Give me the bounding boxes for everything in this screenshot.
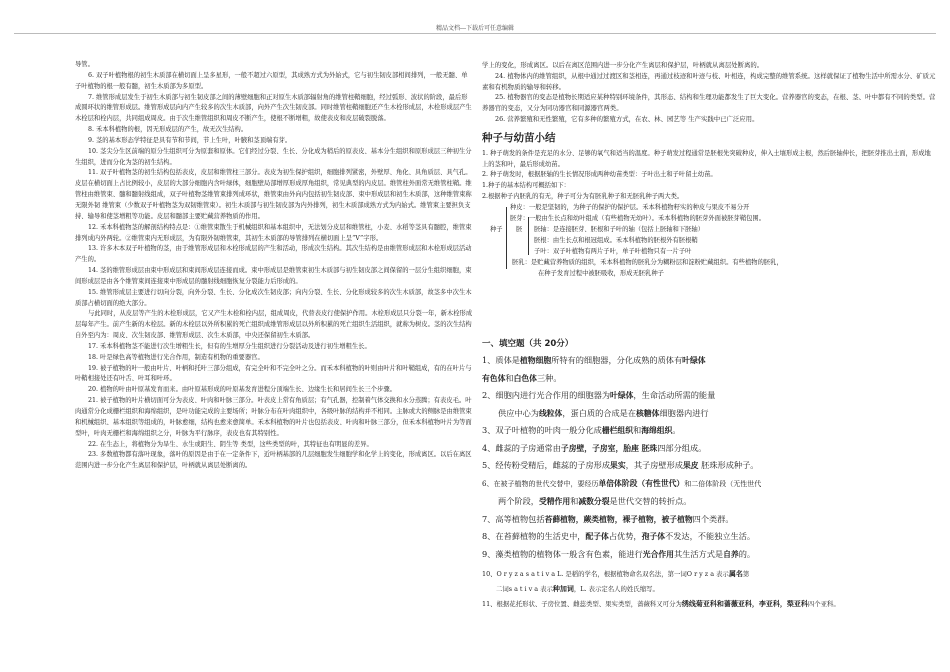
left-column [75,60,473,472]
left-para: 18. 叶是绿色高等植物进行光合作用，制造有机物的重要器官。 [88,353,264,361]
fill-item: 两个阶段，受精作用和减数分裂是世代交替的转折点。 [498,496,692,506]
left-para: 10. 茎尖分生区前端的原分生组织可分为原套和原体。它们经过分裂、生长、分化成为稍后的原表皮、基本分生组织和原形成层三种初生分生组织，进而分化为茎的初生结构。 [75,147,472,166]
fill-item: 1、质体是植物细胞所特有的细胞器，分化成熟的质体有叶绿体 [482,355,706,365]
tree-radicle: 胚根：由生长点和根冠组成。禾本科植物的胚根外有胚根鞘 [534,236,698,244]
left-para: 14. 茎的维管形成层由束中形成层和束间形成层连接而成。束中形成层是维管束初生木质部与初生韧皮部之间保留的一层分生组织细胞，束间形成层是由各个维管束间连接束中形成层的髓射线细胞恢复分裂能力后形成的。 [75,267,472,285]
left-para: 11. 双子叶植物茎的初生结构包括表皮，皮层和维管柱三部分。表皮为初生保护组织，细胞排列紧密，外壁厚、角化、具角质层、具气孔。皮层在横切面上占比例较小，皮层的大部分细胞内含叶绿体，细胞壁局部增厚形成厚角组织，常见典型的内皮层。维管柱外面常无维管柱鞘。维管柱由维管束、髓和髓射线组成，双子叶植物茎维管束排列成环状，维管束由外向内包括初生韧皮部、束中形成层和初生木质部，这种维管束称无限外韧 维管束（少数双子叶植物茎为双韧维管束）。初生木质部与初生韧皮部为内外排列，初生木质部成熟方式为内始式。维管束主要担负支持、输导和使茎增粗等功能。皮层和髓部主要贮藏营养物质的作用。 [75,169,472,220]
header-rule [14,33,936,34]
right-para: 25. 植物器官的变态是植物长期适应某种特别环境条件，其形态、结构和生理功能都发生了巨大变化。营养器官的变态，在根、茎、叶中都有不同的类型。营养器官的变态，又分为同功器官和同源器官两类。 [482,93,936,113]
seed-item: 2. 种子萌发时，根据胚轴的生长情况形成两种幼苗类型：子叶出土和子叶留土幼苗。 [482,171,717,179]
left-para: 21. 被子植物的叶片横切面可分为表皮、叶肉和叶脉三部分。叶表皮上常有角质层；有气孔器，控制着气体交换和水分蒸腾；有表皮毛。叶肉通常分化成栅栏组织和海绵组织，是叶功能完成的主要场所；叶脉分布在叶肉组织中，各级叶脉的结构并不相同。主脉或大的侧脉是由维管束和机械组织、基本组织等组成的，叶脉愈细，结构也愈来愈简单。禾本科植物的叶片也包括表皮、叶肉和叶脉三部分，但禾本科植物叶片为等面型叶，叶肉无栅栏和海绵组织之分，叶脉为平行脉序，表皮也有其特别性。 [75,397,472,437]
fill-section [482,336,937,612]
fill-item: 2、细胞内进行光合作用的细胞器为叶绿体，生命活动所需的能量 [482,390,716,400]
left-para: 8. 禾本科植物的根，因无形成层的产生，故无次生结构。 [88,126,248,134]
left-para: 22. 在生态上，将植物分为旱生、水生或阳生、阴生等 类型，这些类型的叶，其特征也有明显的差异。 [88,440,373,448]
left-para: 20. 植物的叶由叶原基发育而来。由叶原基形成的叶原基发育进程分顶端生长、边缘生长和居间生长三个步骤。 [88,386,396,394]
tree-brace-embryo [528,217,529,255]
fill-item: 9、藻类植物的植物体一般含有色素，能进行光合作用其生活方式是自养的。 [482,548,756,559]
left-para: 15. 维管形成层主要进行切向分裂，向外分裂、生长、分化成次生韧皮部；向内分裂、生长、分化形成较多的次生木质部，故茎多中次生木质部占横切面的绝大部分。 [75,288,472,307]
left-para: 与此同时，从皮层等产生的木栓形成层，它又产生木栓和栓内层，组成周皮，代替表皮行使保护作用。木栓形成层只分裂一年，新木栓形成层每年产生。前产生新的木栓层。新的木栓层以外所积累的死亡组织成维管形成层以外所积累的死亡组织生活组织，就称为树皮。茎的次生结构自外至内为：周皮、次生韧皮部、维管形成层、次生木质部，中央还保留初生木质部。 [75,310,473,340]
fill-item: 供应中心为线粒体，蛋白质的合成是在核糖体细胞器内进行 [498,407,709,418]
fill-item: 7、高等植物包括苔藓植物，蕨类植物，裸子植物，被子植物四个类群。 [482,513,734,524]
fill-items [482,352,937,563]
left-para: 6. 双子叶植物根的初生木质部在横切面上呈多星形，一般不超过六原型，其成熟方式为外始式，它与初生韧皮部相间排列，一般无髓、单子叶植物的根一般有髓，初生木质部为多原型。 [75,71,468,90]
left-para: 19. 被子植物的叶一般由叶片、叶柄和托叶三部分组成，有完全叶和不完全叶之分。而禾本科植物的叶则由叶片和叶鞘组成，有的在叶片与叶鞘相接处还有叶舌、叶耳和叶环。 [75,364,472,383]
left-para: 23. 多数植物都有落叶现象，落叶的原因是由于在一定条件下，近叶柄基部的几层细胞发生细胞学和化学上的变化，形成离区。以后在离区范围内进一步分化产生离层和保护层，叶柄就从离层处断离的。 [75,451,472,470]
fill-item: 8、在苔藓植物的生活史中，配子体占优势，孢子体不发达，不能独立生活。 [482,531,756,541]
note-10: 10、O r y z a s a t i v a L. 是稻的学名，根据植物命名双名法，第一词O r y z a 表示属名第 [482,570,750,578]
right-para: 学上的变化，形成离区。以后在离区范围内进一步分化产生离层和保护层，叶柄就从离层处断离的。 [482,61,764,69]
tree-endosperm-note: 在种子发育过程中被胚吸收，形成无胚乳种子 [538,269,664,277]
fill-title: 一、填空题（共 20分） [482,339,574,349]
seed-item: 1.种子的基本结构可概括如下： [482,182,570,190]
fill-item: 4、雌蕊的子房通常由子房壁，子房室，胎座 胚珠四部分组成。 [482,442,707,453]
seed-summary [482,149,937,203]
tree-endosperm: 胚乳：是贮藏营养物质的组织，禾本科植物的胚乳分为糊粉层和淀粉贮藏组织。有些植物的胚乳， [512,258,783,266]
tree-hypocotyl: 胚轴：是连接胚芽、胚根和子叶的轴（包括上胚轴和下胚轴） [534,225,705,233]
tree-embryo-label: 胚 [516,225,523,233]
tree-plumule: 胚芽：一般由生长点和幼叶组成（有些植物无幼叶）。禾本科植物的胚芽外面被胚芽鞘包围。 [510,214,766,222]
left-para: 9. 茎的基本形态学特征是具有节和节间，节上生叶，叶腋和茎顶端有芽。 [88,136,292,144]
left-para: 17. 禾本科植物茎不能进行次生增粗生长，但有的生增厚分生组织进行分裂活动及进行初生增粗生长。 [88,342,371,350]
right-column [482,60,937,608]
seed-item: 2.根据种子内胚乳的有无，种子可分为有胚乳种子和无胚乳种子两大类。 [482,192,684,200]
fill-item: 6、在被子植物的世代交替中，要经历单倍体阶段（有性世代）和二倍体阶段（无性世代 [482,478,762,488]
note-11: 11、根据花托形状、子房位置、雌蕊类型、果实类型，蔷薇科又可分为绣线菊亚科和蔷薇亚科，李亚科，梨亚科四个亚科。 [482,600,840,608]
left-para: 13. 许多木本双子叶植物的茎，由于维管形成层和木栓形成层的产生和活动，形成次生结构。其次生结构是由维管形成层和木栓形成层活动产生的。 [75,245,472,264]
notes [482,567,937,612]
note-10b: 二词s a t i v a 表示种加词，L. 表示定名人的姓氏缩写。 [496,585,659,593]
left-para: 7. 维管形成层发生于初生木质部与初生韧皮部之间的薄壁细胞和正对原生木质部辐射角的维管柱鞘细胞，经过弧形、波状的阶段，最后形成圆环状的维管形成层。维管形成层向内产生较多的次生木质部，向外产生次生韧皮部。同时维管柱鞘细胞还产生木栓形成层，木栓形成层产生木栓层和栓内层，共同组成周皮。由于次生维管组织和周皮不断产生，使根不断增粗，故使表皮和皮层破裂脱落。 [75,93,472,123]
tree-brace-seed [506,207,507,269]
fill-item: 有色体和白色体三种。 [482,372,562,383]
page-header: 精品文档---下载后可任意编辑 [435,25,515,32]
right-para: 26. 营养繁殖和无性繁殖，它有多种的繁殖方式，在农、林、园艺等 生产实践中已广泛应用。 [495,114,759,123]
tree-seed-label: 种子 [490,225,503,233]
fill-item: 5、经传粉受精后，雌蕊的子房形成果实，其子房壁形成果皮 胚珠形成种子。 [482,460,759,470]
seed-item: 1. 种子萌发的条件是充足的水分、足够的氧气和适当的温度。种子萌发过程通常是胚根先突破种皮，伸入土壤形成主根，然后胚轴伸长，把胚芽推出土面，形成地上的茎和叶，最后形成幼苗。 [482,149,931,168]
fill-item: 3、双子叶植物的叶肉一般分化成栅栏组织和海绵组织。 [482,425,681,435]
tree-cotyledon: 子叶：双子叶植物有两片子叶，单子叶植物只有一片子叶 [534,247,692,255]
left-para: 12. 禾本科植物茎的解剖结构特点是：①维管束散生于机械组织和基本组织中，无法划分皮层和维管柱，小麦、水稻等茎具有髓腔，维管束排列成内外两轮。②维管束内无形成层，为有限外韧维管束，其初生木质部的导管排列在横切面上呈“V”字形。 [75,223,472,242]
section-title: 种子与幼苗小结 [482,131,556,144]
right-para: 24. 植物体内的维管组织，从根中通过过渡区和茎相连，再通过枝迹和叶迹与枝、叶相连，构成完整的维管系统。这样就保证了植物生活中所需水分、矿质元素和有机物质的输导和转移。 [482,71,936,91]
seed-structure-tree [482,203,937,313]
left-para: 导管。 [75,61,94,68]
tree-seed-coat: 种皮：一般是坚韧的，为种子的保护的保护层。禾本科植物籽实的种皮与果皮不易分开 [510,203,750,211]
